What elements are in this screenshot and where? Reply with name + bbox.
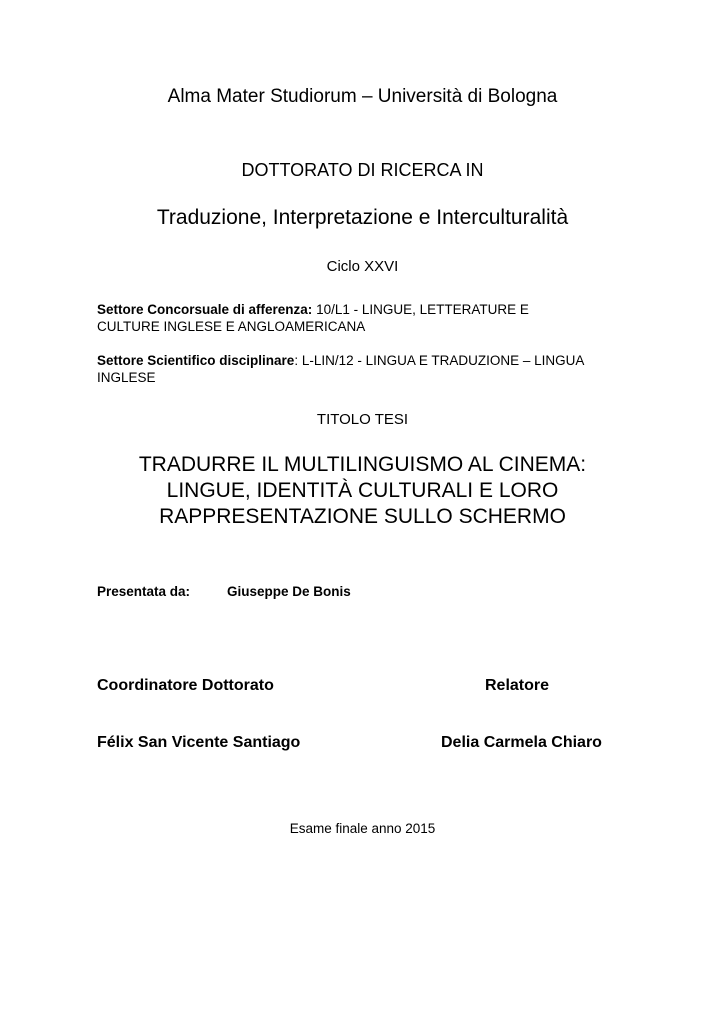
thesis-title-line: TRADURRE IL MULTILINGUISMO AL CINEMA: bbox=[138, 453, 587, 476]
thesis-title-line: LINGUE, IDENTITÀ CULTURALI E LORO bbox=[166, 479, 559, 502]
sector-concorsuale-value-line1: 10/L1 - LINGUE, LETTERATURE E bbox=[312, 302, 529, 317]
supervisor-label: Relatore bbox=[485, 677, 550, 694]
final-exam-year: Esame finale anno 2015 bbox=[289, 821, 436, 836]
sector-scientifico-value-line1: : L-LIN/12 - LINGUA E TRADUZIONE – LINGUA bbox=[294, 353, 585, 368]
thesis-title bbox=[0, 452, 725, 530]
thesis-title-line: RAPPRESENTAZIONE SULLO SCHERMO bbox=[159, 505, 566, 528]
thesis-label: TITOLO TESI bbox=[316, 411, 409, 428]
program-heading: DOTTORATO DI RICERCA IN bbox=[241, 160, 484, 180]
sector-scientifico bbox=[97, 352, 657, 386]
sector-concorsuale-value-line2: CULTURE INGLESE E ANGLOAMERICANA bbox=[97, 319, 366, 334]
program-name: Traduzione, Interpretazione e Interculturalità bbox=[156, 206, 569, 229]
coordinator-label: Coordinatore Dottorato bbox=[97, 677, 274, 694]
university-name: Alma Mater Studiorum – Università di Bologna bbox=[167, 86, 558, 107]
sector-scientifico-value-line2: INGLESE bbox=[97, 370, 156, 385]
cycle: Ciclo XXVI bbox=[326, 258, 399, 275]
sector-scientifico-label: Settore Scientifico disciplinare bbox=[97, 353, 295, 368]
supervisor-name: Delia Carmela Chiaro bbox=[441, 734, 602, 751]
sector-concorsuale-label: Settore Concorsuale di afferenza: bbox=[97, 302, 313, 317]
sector-concorsuale bbox=[97, 301, 657, 335]
presented-by-label: Presentata da: bbox=[97, 584, 191, 599]
presented-by-name: Giuseppe De Bonis bbox=[227, 584, 351, 599]
coordinator-name: Félix San Vicente Santiago bbox=[97, 734, 301, 751]
